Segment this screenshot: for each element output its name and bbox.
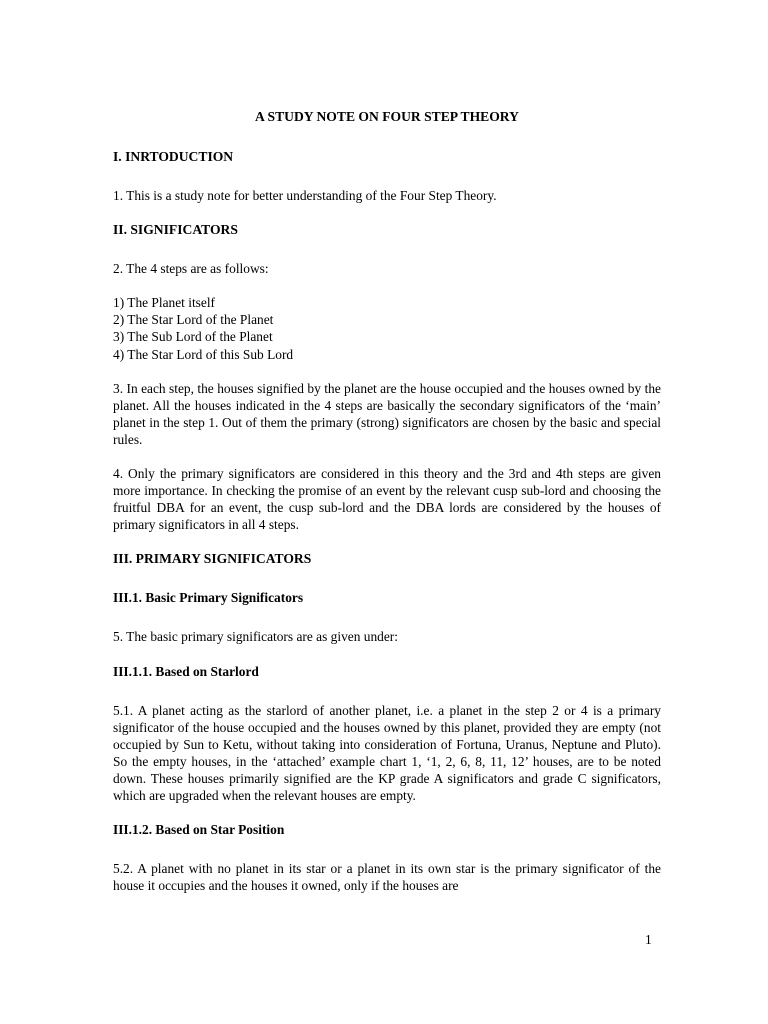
paragraph-5-2: 5.2. A planet with no planet in its star or a planet in its own star is the primary significator of the house it occupies and the houses it owned, only if the houses are [113,861,661,894]
paragraph-3: 3. In each step, the houses signified by the planet are the house occupied and the houses owned by the planet. All the houses indicated in the 4 steps are basically the secondary significators of the ‘main’ planet in the step 1. Out of them the primary (strong) significators are chosen by the basic and special rules. [113,380,661,447]
list-item: 2) The Star Lord of the Planet [113,312,274,328]
section-heading-primary-significators: III. PRIMARY SIGNIFICATORS [113,551,312,567]
section-heading-significators: II. SIGNIFICATORS [113,222,238,238]
list-item: 3) The Sub Lord of the Planet [113,329,273,345]
steps-list [113,294,661,362]
paragraph-2: 2. The 4 steps are as follows: [113,261,269,277]
section-heading-introduction: I. INRTODUCTION [113,149,234,165]
paragraph-1: 1. This is a study note for better understanding of the Four Step Theory. [113,188,497,204]
document-body [113,108,661,911]
subsection-heading-star-position: III.1.2. Based on Star Position [113,822,285,838]
paragraph-5: 5. The basic primary significators are as given under: [113,629,398,645]
list-item: 4) The Star Lord of this Sub Lord [113,346,294,362]
paragraph-4: 4. Only the primary significators are considered in this theory and the 3rd and 4th steps are given more importance. In checking the promise of an event by the relevant cusp sub-lord and choosing the fruitful DBA for an event, the cusp sub-lord and the DBA lords are considered by the houses of primary significators in all 4 steps. [113,466,661,533]
page-number: 1 [645,932,652,947]
list-item: 1) The Planet itself [113,295,216,311]
paragraph-5-1: 5.1. A planet acting as the starlord of another planet, i.e. a planet in the step 2 or 4 is a primary significator of the house occupied and the houses owned by this planet, provided they are empty (not occupied by Sun to Ketu, without taking into consideration of Fortuna, Uranus, Neptune and Pluto). So the empty houses, in the ‘attached’ example chart 1, ‘1, 2, 6, 8, 11, 12’ houses, are to be noted down. These houses primarily signified are the KP grade A significators and grade C significators, which are upgraded when the relevant houses are empty. [113,702,661,803]
subsection-heading-basic: III.1. Basic Primary Significators [113,590,304,606]
document-title: A STUDY NOTE ON FOUR STEP THEORY [255,109,519,124]
subsection-heading-starlord: III.1.1. Based on Starlord [113,663,259,679]
